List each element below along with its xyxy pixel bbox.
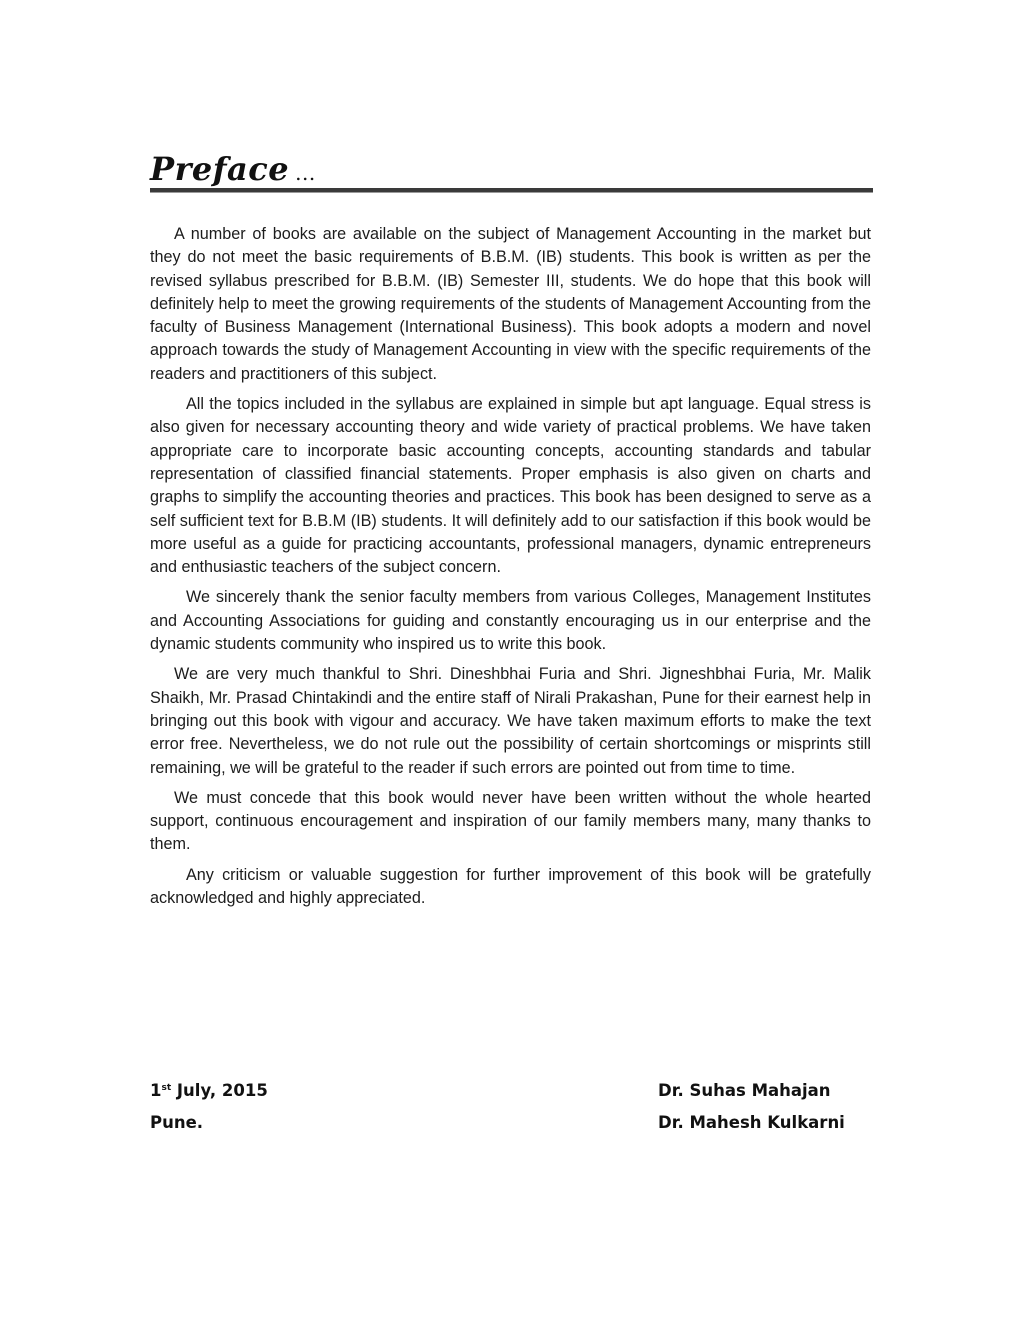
paragraph-5: We must concede that this book would never have been written without the whole hearted support, continuous encouragement and inspiration of our family members many, many thanks to them.: [150, 788, 871, 854]
signature-place: Pune.: [150, 1113, 204, 1132]
page-title: [150, 150, 873, 192]
heading-underline: [150, 188, 873, 193]
preface-body: [150, 223, 871, 917]
paragraph-1: A number of books are available on the subject of Management Accounting in the market but they do not meet the basic requirements of B.B.M. (IB) students. This book is written as per the revised syllabus prescribed for B.B.M. (IB) Semester III, students. We do hope that this book will definitely help to meet the growing requirements of the students of Management Accounting from the faculty of Business Management (International Business). This book adopts a modern and novel approach towards the study of Management Accounting in view with the specific requirements of the readers and practitioners of this subject.: [150, 225, 871, 383]
paragraph-2: All the topics included in the syllabus are explained in simple but apt language. Equal stress is also given for necessary accounting theory and wide variety of practical problems. We have taken appropriate care to incorporate basic accounting concepts, accounting standards and tabular representation of classified financial statements. Proper emphasis is also given on charts and graphs to simplify the accounting theories and practices. This book has been designed to serve as a self sufficient text for B.B.M (IB) students. It will definitely add to our satisfaction if this book would be more useful as a guide for practicing accountants, professional managers, dynamic entrepreneurs and enthusiastic teachers of the subject concern.: [150, 395, 871, 577]
date-suffix: st: [161, 1083, 172, 1093]
signature-author-2: Dr. Mahesh Kulkarni: [658, 1113, 845, 1132]
heading-block: [150, 150, 873, 192]
paragraph-4: We are very much thankful to Shri. Dineshbhai Furia and Shri. Jigneshbhai Furia, Mr. Malik Shaikh, Mr. Prasad Chintakindi and the entire staff of Nirali Prakashan, Pune for their earnest help in bringing out this book with vigour and accuracy. We have taken maximum efforts to make the text error free. Nevertheless, we do not rule out the possibility of certain shortcomings or misprints still remaining, we will be grateful to the reader if such errors are pointed out from time to time.: [150, 665, 871, 777]
date-day: 1: [150, 1081, 162, 1100]
paragraph-3: We sincerely thank the senior faculty members from various Colleges, Management Institutes and Accounting Associations for guiding and constantly encouraging us in our enterprise and the dynamic students community who inspired us to write this book.: [150, 588, 871, 654]
signature-date: [150, 1081, 268, 1101]
date-rest: July, 2015: [171, 1081, 268, 1100]
page-title-text: Preface: [150, 150, 290, 188]
signature-author-1: Dr. Suhas Mahajan: [658, 1081, 831, 1100]
paragraph-6: Any criticism or valuable suggestion for further improvement of this book will be gratefully acknowledged and highly appreciated.: [150, 865, 871, 908]
page-title-ellipsis: ...: [295, 161, 316, 185]
